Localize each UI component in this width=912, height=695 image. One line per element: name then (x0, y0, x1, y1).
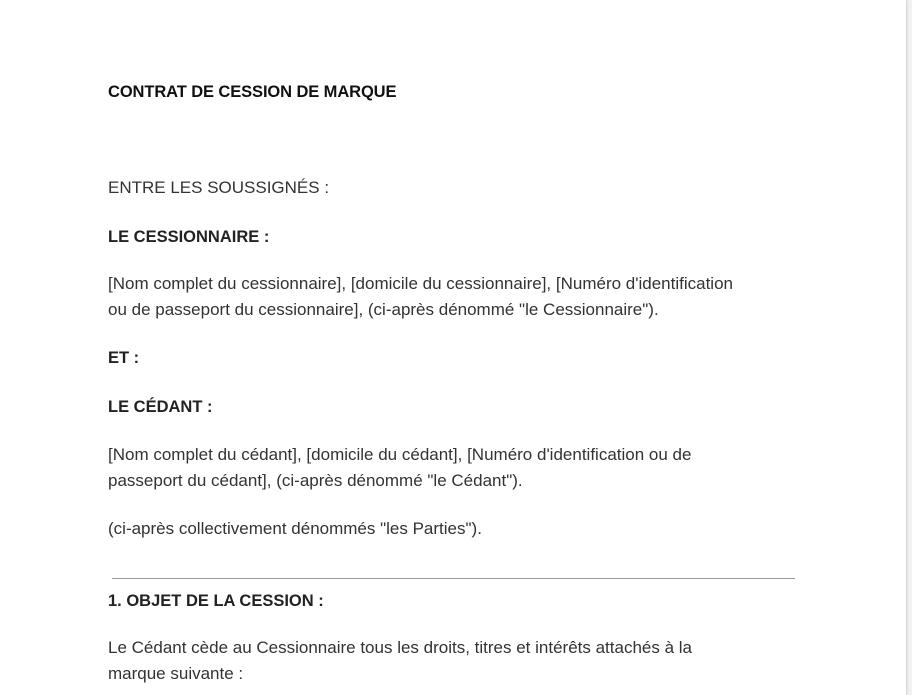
section-1-text-line-2: marque suivante : (108, 664, 244, 683)
document-title: CONTRAT DE CESSION DE MARQUE (108, 83, 397, 101)
cessionnaire-text-line-2: ou de passeport du cessionnaire], (ci-après dénommé "le Cessionnaire"). (108, 300, 659, 319)
cedant-text-line-2: passeport du cédant], (ci-après dénommé "le Cédant"). (108, 471, 523, 490)
cessionnaire-heading: LE CESSIONNAIRE : (108, 228, 270, 246)
cedant-heading: LE CÉDANT : (108, 398, 213, 416)
intro-text: ENTRE LES SOUSSIGNÉS : (108, 178, 330, 197)
section-1-text-line-1: Le Cédant cède au Cessionnaire tous les droits, titres et intérêts attachés à la (108, 638, 692, 657)
section-1-heading: 1. OBJET DE LA CESSION : (108, 592, 324, 610)
et-heading: ET : (108, 349, 140, 367)
section-divider (112, 578, 795, 579)
cedant-text-line-1: [Nom complet du cédant], [domicile du cédant], [Numéro d'identification ou de (108, 445, 692, 464)
parties-text: (ci-après collectivement dénommés "les Parties"). (108, 519, 482, 538)
cessionnaire-text-line-1: [Nom complet du cessionnaire], [domicile du cessionnaire], [Numéro d'identification (108, 274, 733, 293)
